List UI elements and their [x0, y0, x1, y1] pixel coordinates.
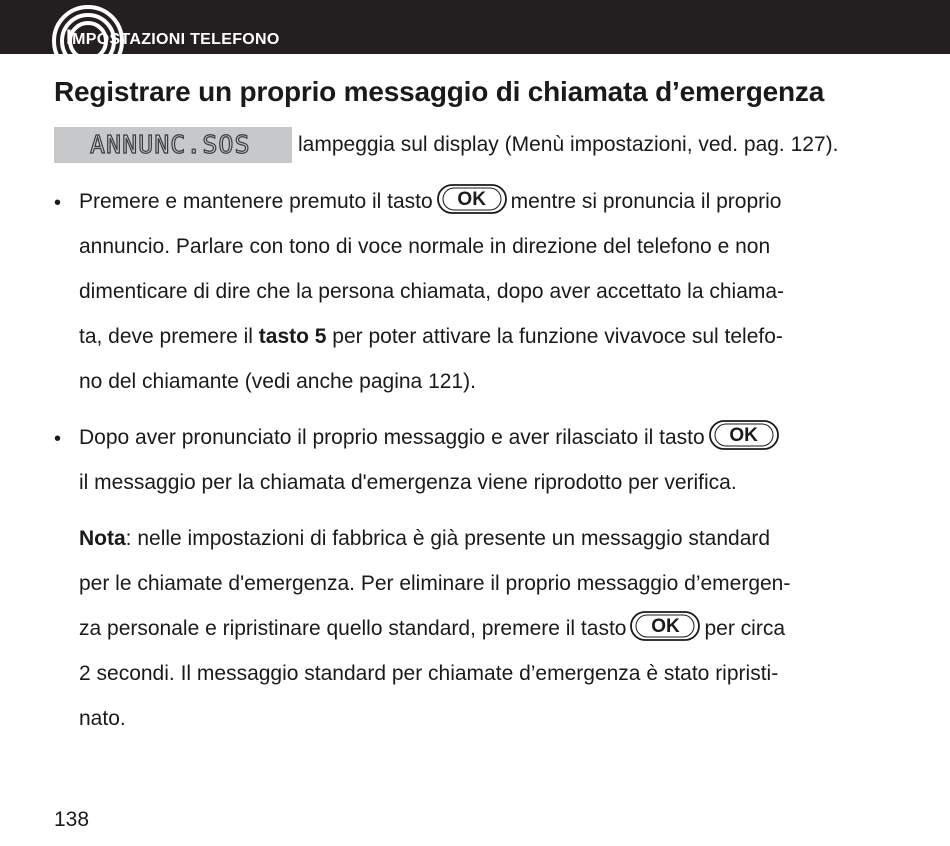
section-title — [66, 26, 280, 50]
bullet-marker: • — [54, 192, 62, 214]
bullet2-line1: Dopo aver pronunciato il proprio messaggio e aver rilasciato il tasto OK — [79, 426, 783, 450]
key-5-label: tasto 5 — [258, 325, 327, 348]
section-initial: I — [66, 26, 73, 49]
lcd-display-text: ANNUNC.SOS — [90, 130, 251, 159]
section-rest: MPOSTAZIONI TELEFONO — [72, 31, 280, 48]
note-label: Nota — [79, 527, 126, 550]
bullet1-line1: Premere e mantenere premuto il tasto OK mentre si pronuncia il proprio — [79, 190, 781, 214]
page-title: Registrare un proprio messaggio di chiamata d’emergenza — [54, 76, 825, 107]
lcd-description: lampeggia sul display (Menù impostazioni, ved. pag. 127). — [298, 133, 839, 156]
bullet1-line3: dimenticare di dire che la persona chiamata, dopo aver accettato la chiama- — [79, 280, 785, 303]
bullet1-line5: no del chiamante (vedi anche pagina 121). — [79, 370, 476, 393]
note-line5: nato. — [79, 707, 126, 730]
note-line4: 2 secondi. Il messaggio standard per chiamate d’emergenza è stato ripristi- — [79, 662, 779, 685]
bullet2-line2: il messaggio per la chiamata d'emergenza viene riprodotto per verifica. — [79, 471, 737, 494]
note-line2: per le chiamate d'emergenza. Per eliminare il proprio messaggio d’emergen- — [79, 572, 791, 595]
bullet-marker: • — [54, 428, 62, 450]
bullet1-line4: ta, deve premere il tasto 5 per poter attivare la funzione vivavoce sul telefo- — [79, 325, 783, 348]
ok-key-icon: OK — [709, 420, 779, 450]
ok-key-icon: OK — [630, 611, 700, 641]
lcd-display — [54, 127, 292, 163]
note-line3: za personale e ripristinare quello standard, premere il tasto OK per circa — [79, 617, 785, 641]
page-number: 138 — [54, 808, 90, 831]
bullet1-line2: annuncio. Parlare con tono di voce normale in direzione del telefono e non — [79, 235, 771, 258]
ok-key-icon: OK — [437, 184, 507, 214]
note-line1: Nota: nelle impostazioni di fabbrica è già presente un messaggio standard — [79, 527, 771, 550]
